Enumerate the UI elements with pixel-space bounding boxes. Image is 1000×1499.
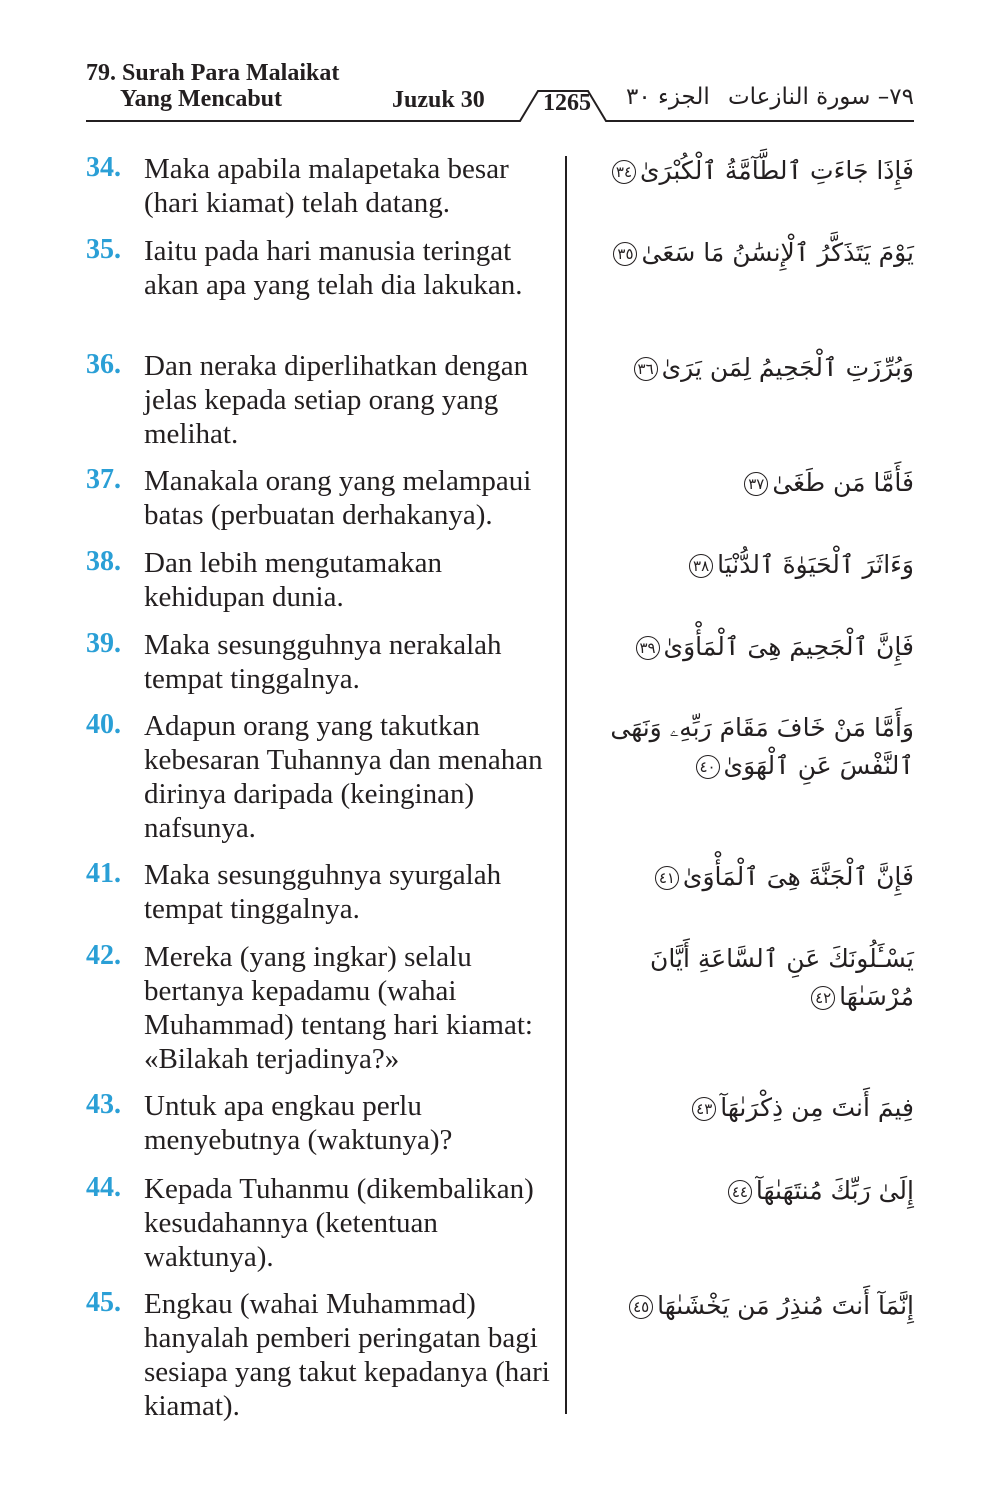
verse-number: 34. bbox=[86, 152, 121, 183]
verse-number: 40. bbox=[86, 709, 121, 740]
ayah-marker-icon: ٣٤ bbox=[612, 160, 636, 184]
arabic-text: فَأَمَّا مَن طَغَىٰ bbox=[772, 468, 914, 497]
arabic-text: وَءَاثَرَ ٱلْحَيَوٰةَ ٱلدُّنْيَا bbox=[717, 550, 914, 579]
ayah-marker-icon: ٤١ bbox=[655, 866, 679, 890]
arabic-text: وَبُرِّزَتِ ٱلْجَحِيمُ لِمَن يَرَىٰ bbox=[661, 353, 914, 382]
verse-arabic bbox=[594, 152, 914, 190]
arabic-text: فَإِذَا جَاءَتِ ٱلطَّآمَّةُ ٱلْكُبْرَىٰ bbox=[639, 156, 914, 185]
verse-translation: Mereka (yang ingkar) selalu bertanya kepadamu (wahai Muhammad) tentang hari kiamat: «Bilakah terjadinya?» bbox=[144, 941, 533, 1075]
ayah-marker-icon: ٤٢ bbox=[811, 986, 835, 1010]
verse-number: 41. bbox=[86, 858, 121, 889]
ayah-marker-icon: ٣٥ bbox=[613, 242, 637, 266]
verse-arabic bbox=[594, 234, 914, 272]
verse-translation: Dan neraka diperlihatkan dengan jelas kepada setiap orang yang melihat. bbox=[144, 350, 529, 450]
surah-title-line1: 79. Surah Para Malaikat bbox=[86, 60, 340, 86]
arabic-text: فَإِنَّ ٱلْجَحِيمَ هِىَ ٱلْمَأْوَىٰ bbox=[663, 632, 914, 661]
verse-number: 42. bbox=[86, 940, 121, 971]
arabic-text: فِيمَ أَنتَ مِن ذِكْرَىٰهَآ bbox=[720, 1093, 914, 1122]
verse-arabic bbox=[584, 940, 914, 1016]
verse-arabic bbox=[594, 628, 914, 666]
ayah-marker-icon: ٣٦ bbox=[634, 357, 658, 381]
page-number: 1265 bbox=[543, 90, 591, 116]
verse-number: 35. bbox=[86, 234, 121, 265]
verse-translation: Engkau (wahai Muhammad) hanyalah pemberi peringatan bagi sesiapa yang takut kepadanya (hari kiamat). bbox=[144, 1288, 550, 1422]
verse-translation: Dan lebih mengutamakan kehidupan dunia. bbox=[144, 547, 442, 613]
ayah-marker-icon: ٤٥ bbox=[629, 1295, 653, 1319]
verse-translation: Maka apabila malapetaka besar (hari kiamat) telah datang. bbox=[144, 153, 509, 219]
juzuk-label: Juzuk 30 bbox=[392, 87, 485, 113]
surah-title-line2: Yang Mencabut bbox=[120, 86, 283, 112]
ayah-marker-icon: ٣٩ bbox=[636, 636, 660, 660]
verse-arabic bbox=[594, 1172, 914, 1210]
verse-translation: Kepada Tuhanmu (dikembalikan) kesudahannya (ketentuan waktunya). bbox=[144, 1173, 534, 1273]
verse-number: 37. bbox=[86, 464, 121, 495]
verse-translation: Manakala orang yang melampaui batas (perbuatan derhakanya). bbox=[144, 465, 532, 531]
verse-number: 39. bbox=[86, 628, 121, 659]
arabic-text: إِنَّمَآ أَنتَ مُنذِرُ مَن يَخْشَىٰهَا bbox=[657, 1291, 914, 1320]
verse-arabic bbox=[594, 464, 914, 502]
verse-number: 43. bbox=[86, 1089, 121, 1120]
verse-translation: Iaitu pada hari manusia teringat akan apa yang telah dia lakukan. bbox=[144, 235, 523, 301]
verse-translation: Maka sesungguhnya nerakalah tempat tinggalnya. bbox=[144, 629, 502, 695]
ayah-marker-icon: ٤٣ bbox=[692, 1097, 716, 1121]
arabic-text: يَسْـَٔلُونَكَ عَنِ ٱلسَّاعَةِ أَيَّانَ مُرْسَىٰهَا bbox=[650, 944, 914, 1011]
ayah-marker-icon: ٣٨ bbox=[689, 554, 713, 578]
verse-arabic bbox=[594, 1287, 914, 1325]
arabic-text: فَإِنَّ ٱلْجَنَّةَ هِىَ ٱلْمَأْوَىٰ bbox=[682, 862, 914, 891]
page-header bbox=[0, 0, 1000, 130]
ayah-marker-icon: ٤٤ bbox=[728, 1180, 752, 1204]
column-divider bbox=[565, 156, 567, 1414]
verse-arabic bbox=[584, 709, 914, 785]
arabic-juz-label: الجزء ٣٠ bbox=[626, 84, 710, 110]
verse-arabic bbox=[594, 858, 914, 896]
arabic-text: وَأَمَّا مَنْ خَافَ مَقَامَ رَبِّهِۦ وَنَهَى ٱلنَّفْسَ عَنِ ٱلْهَوَىٰ bbox=[610, 713, 914, 780]
ayah-marker-icon: ٤٠ bbox=[696, 755, 720, 779]
arabic-text: إِلَىٰ رَبِّكَ مُنتَهَىٰهَآ bbox=[755, 1176, 914, 1205]
verse-number: 45. bbox=[86, 1287, 121, 1318]
arabic-text: يَوْمَ يَتَذَكَّرُ ٱلْإِنسَٰنُ مَا سَعَىٰ bbox=[641, 238, 914, 267]
verse-number: 44. bbox=[86, 1172, 121, 1203]
verse-arabic bbox=[594, 349, 914, 387]
verse-translation: Adapun orang yang takutkan kebesaran Tuhannya dan menahan dirinya daripada (keinginan) nafsunya. bbox=[144, 710, 543, 844]
ayah-marker-icon: ٣٧ bbox=[744, 472, 768, 496]
verse-number: 38. bbox=[86, 546, 121, 577]
verse-number: 36. bbox=[86, 349, 121, 380]
verse-translation: Maka sesungguhnya syurgalah tempat tinggalnya. bbox=[144, 859, 502, 925]
verse-arabic bbox=[594, 546, 914, 584]
verse-arabic bbox=[594, 1089, 914, 1127]
verse-translation: Untuk apa engkau perlu menyebutnya (waktunya)? bbox=[144, 1090, 453, 1156]
arabic-surah-title: ٧٩– سورة النازعات bbox=[728, 84, 914, 110]
